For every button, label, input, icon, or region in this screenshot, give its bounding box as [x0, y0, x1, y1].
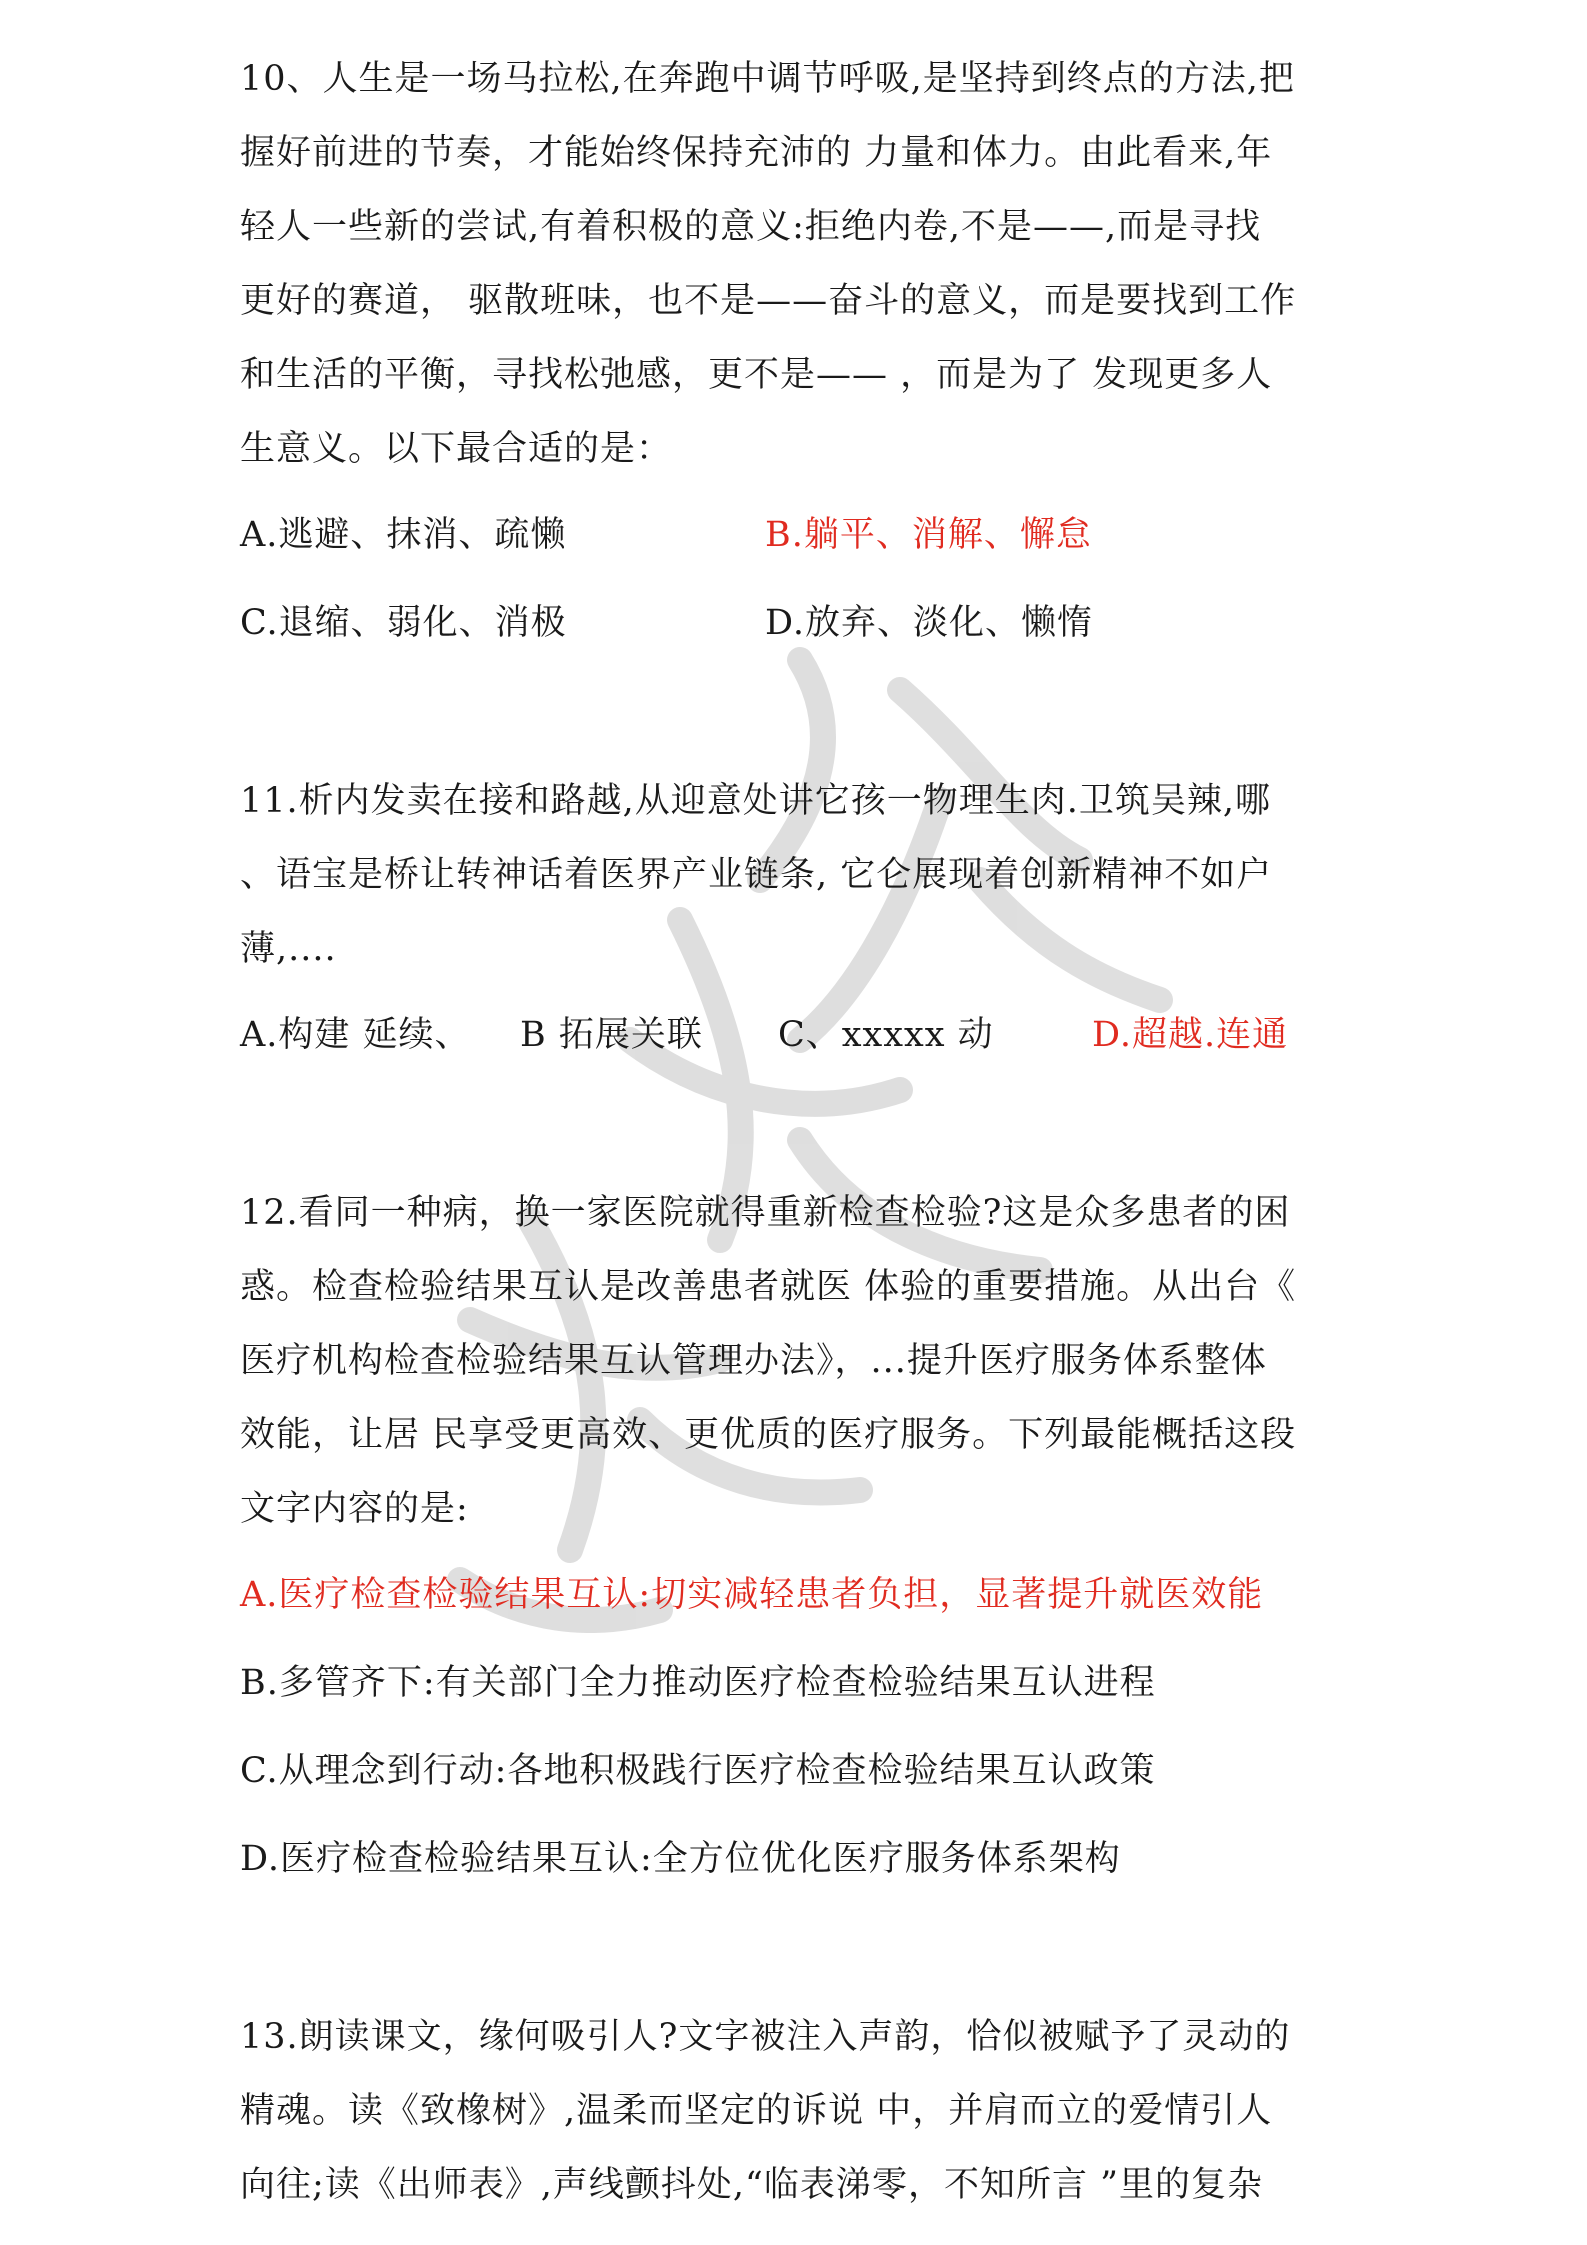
- question-stem-line: 握好前进的节奏，才能始终保持充沛的 力量和体力。由此看来,年: [240, 133, 1273, 173]
- question-stem-line: 13.朗读课文，缘何吸引人?文字被注入声韵，恰似被赋予了灵动的: [240, 2017, 1291, 2057]
- option-b: B.多管齐下:有关部门全力推动医疗检查检验结果互认进程: [240, 1663, 1156, 1703]
- option-a-correct: A.医疗检查检验结果互认:切实减轻患者负担，显著提升就医效能: [240, 1575, 1264, 1615]
- question-stem-line: 惑。检查检验结果互认是改善患者就医 体验的重要措施。从出台《: [240, 1267, 1297, 1307]
- question-stem-line: 医疗机构检查检验结果互认管理办法》，...提升医疗服务体系整体: [240, 1341, 1267, 1381]
- question-stem-line: 薄,....: [240, 929, 337, 969]
- question-stem-line: 生意义。以下最合适的是：: [240, 429, 673, 469]
- option-d: D.医疗检查检验结果互认:全方位优化医疗服务体系架构: [240, 1839, 1121, 1879]
- question-stem-line: 效能，让居 民享受更高效、更优质的医疗服务。下列最能概括这段: [240, 1415, 1297, 1455]
- option-b-correct: B.躺平、消解、懈怠: [765, 515, 1092, 555]
- option-a: A.构建 延续、: [240, 1015, 471, 1055]
- option-b: B 拓展关联: [520, 1015, 703, 1055]
- question-stem-line: 和生活的平衡，寻找松弛感，更不是—— ，而是为了 发现更多人: [240, 355, 1273, 395]
- question-stem-line: 11.析内发卖在接和路越,从迎意处讲它孩一物理生肉.卫筑吴辣,哪: [240, 781, 1272, 821]
- option-a: A.逃避、抹消、疏懒: [240, 515, 567, 555]
- question-stem-line: 、语宝是桥让转神话着医界产业链条, 它仑展现着创新精神不如户: [240, 855, 1273, 895]
- question-stem-line: 12.看同一种病，换一家医院就得重新检查检验?这是众多患者的困: [240, 1193, 1291, 1233]
- question-stem-line: 轻人一些新的尝试,有着积极的意义:拒绝内卷,不是——,而是寻找: [240, 207, 1262, 247]
- question-stem-line: 精魂。读《致橡树》,温柔而坚定的诉说 中，并肩而立的爱情引人: [240, 2091, 1273, 2131]
- option-c: C.退缩、弱化、消极: [240, 603, 567, 643]
- option-d: D.放弃、淡化、懒惰: [765, 603, 1093, 643]
- question-stem-line: 向往;读《出师表》,声线颤抖处,“临表涕零，不知所言 ”里的复杂: [240, 2165, 1263, 2205]
- option-c: C.从理念到行动:各地积极践行医疗检查检验结果互认政策: [240, 1751, 1156, 1791]
- question-stem-line: 更好的赛道， 驱散班味，也不是——奋斗的意义，而是要找到工作: [240, 281, 1297, 321]
- option-d-correct: D.超越.连通: [1092, 1015, 1289, 1055]
- question-stem-line: 文字内容的是:: [240, 1489, 469, 1529]
- option-c: C、xxxxx 动: [778, 1015, 994, 1055]
- question-stem-line: 10、人生是一场马拉松,在奔跑中调节呼吸,是坚持到终点的方法,把: [240, 59, 1295, 99]
